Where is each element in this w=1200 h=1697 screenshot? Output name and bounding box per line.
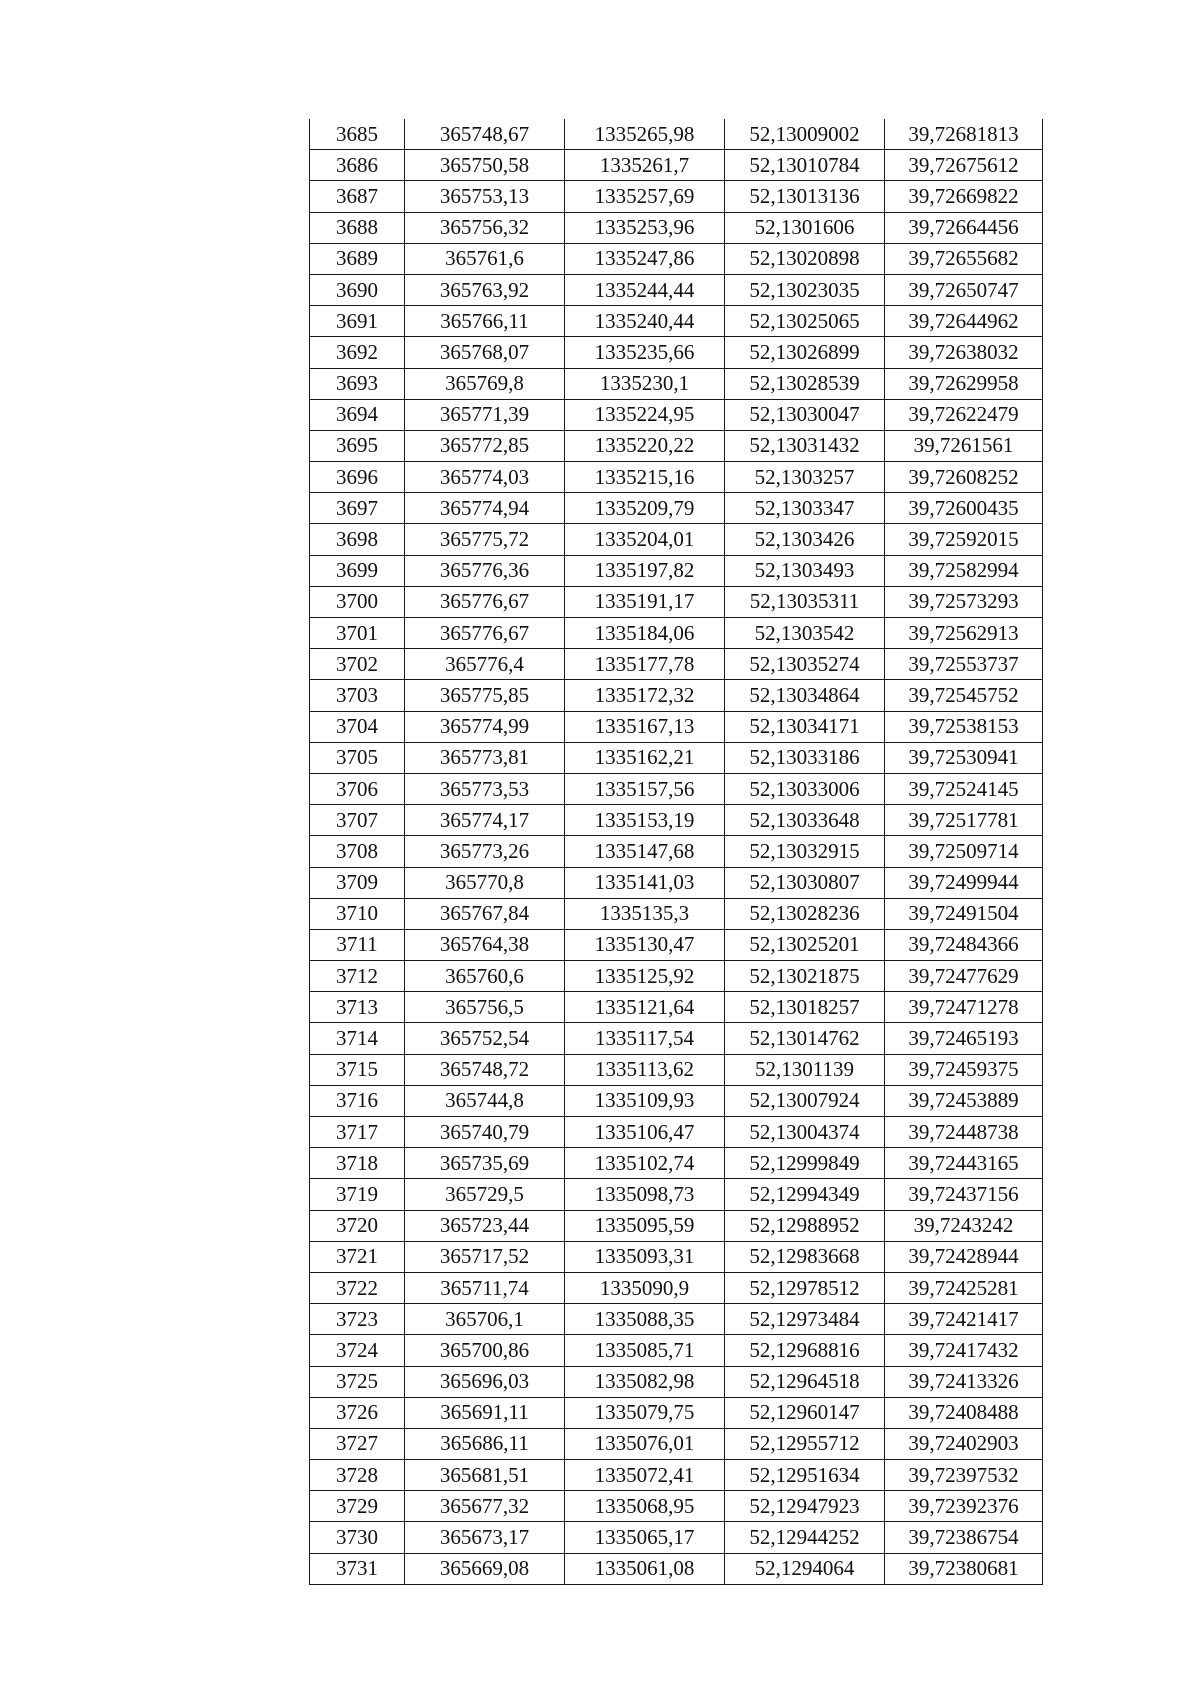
- table-row: [310, 961, 1043, 992]
- latitude-cell: 52,12978512: [725, 1272, 885, 1303]
- latitude-cell: 52,13033006: [725, 773, 885, 804]
- longitude-cell: 39,72524145: [885, 773, 1043, 804]
- y-coordinate-cell: 1335244,44: [565, 274, 725, 305]
- x-coordinate-cell: 365764,38: [405, 929, 565, 960]
- coordinates-table-body: [310, 119, 1043, 1584]
- x-coordinate-cell: 365729,5: [405, 1179, 565, 1210]
- latitude-cell: 52,1303347: [725, 493, 885, 524]
- point-number-cell: 3725: [310, 1366, 405, 1397]
- point-number-cell: 3687: [310, 181, 405, 212]
- latitude-cell: 52,13034864: [725, 680, 885, 711]
- x-coordinate-cell: 365681,51: [405, 1460, 565, 1491]
- point-number-cell: 3702: [310, 649, 405, 680]
- x-coordinate-cell: 365774,03: [405, 462, 565, 493]
- longitude-cell: 39,7261561: [885, 430, 1043, 461]
- x-coordinate-cell: 365770,8: [405, 867, 565, 898]
- table-row: [310, 399, 1043, 430]
- x-coordinate-cell: 365774,17: [405, 805, 565, 836]
- x-coordinate-cell: 365740,79: [405, 1117, 565, 1148]
- table-row: [310, 462, 1043, 493]
- point-number-cell: 3720: [310, 1210, 405, 1241]
- point-number-cell: 3703: [310, 680, 405, 711]
- y-coordinate-cell: 1335224,95: [565, 399, 725, 430]
- longitude-cell: 39,72582994: [885, 555, 1043, 586]
- x-coordinate-cell: 365735,69: [405, 1148, 565, 1179]
- y-coordinate-cell: 1335121,64: [565, 992, 725, 1023]
- longitude-cell: 39,72608252: [885, 462, 1043, 493]
- y-coordinate-cell: 1335257,69: [565, 181, 725, 212]
- y-coordinate-cell: 1335147,68: [565, 836, 725, 867]
- y-coordinate-cell: 1335072,41: [565, 1460, 725, 1491]
- latitude-cell: 52,13013136: [725, 181, 885, 212]
- y-coordinate-cell: 1335204,01: [565, 524, 725, 555]
- latitude-cell: 52,12988952: [725, 1210, 885, 1241]
- longitude-cell: 39,72545752: [885, 680, 1043, 711]
- table-row: [310, 524, 1043, 555]
- point-number-cell: 3697: [310, 493, 405, 524]
- longitude-cell: 39,72669822: [885, 181, 1043, 212]
- latitude-cell: 52,13021875: [725, 961, 885, 992]
- y-coordinate-cell: 1335177,78: [565, 649, 725, 680]
- latitude-cell: 52,12968816: [725, 1335, 885, 1366]
- table-row: [310, 1335, 1043, 1366]
- x-coordinate-cell: 365673,17: [405, 1522, 565, 1553]
- table-row: [310, 1054, 1043, 1085]
- point-number-cell: 3731: [310, 1553, 405, 1584]
- y-coordinate-cell: 1335082,98: [565, 1366, 725, 1397]
- table-row: [310, 586, 1043, 617]
- latitude-cell: 52,12994349: [725, 1179, 885, 1210]
- latitude-cell: 52,12983668: [725, 1241, 885, 1272]
- x-coordinate-cell: 365767,84: [405, 898, 565, 929]
- latitude-cell: 52,13035274: [725, 649, 885, 680]
- latitude-cell: 52,13010784: [725, 150, 885, 181]
- latitude-cell: 52,13026899: [725, 337, 885, 368]
- latitude-cell: 52,13028539: [725, 368, 885, 399]
- y-coordinate-cell: 1335209,79: [565, 493, 725, 524]
- x-coordinate-cell: 365677,32: [405, 1491, 565, 1522]
- point-number-cell: 3715: [310, 1054, 405, 1085]
- longitude-cell: 39,72448738: [885, 1117, 1043, 1148]
- x-coordinate-cell: 365756,32: [405, 212, 565, 243]
- y-coordinate-cell: 1335095,59: [565, 1210, 725, 1241]
- longitude-cell: 39,72675612: [885, 150, 1043, 181]
- y-coordinate-cell: 1335125,92: [565, 961, 725, 992]
- y-coordinate-cell: 1335109,93: [565, 1085, 725, 1116]
- longitude-cell: 39,72553737: [885, 649, 1043, 680]
- point-number-cell: 3698: [310, 524, 405, 555]
- x-coordinate-cell: 365700,86: [405, 1335, 565, 1366]
- table-row: [310, 773, 1043, 804]
- y-coordinate-cell: 1335247,86: [565, 243, 725, 274]
- latitude-cell: 52,13030047: [725, 399, 885, 430]
- latitude-cell: 52,13030807: [725, 867, 885, 898]
- y-coordinate-cell: 1335184,06: [565, 618, 725, 649]
- table-row: [310, 680, 1043, 711]
- longitude-cell: 39,72477629: [885, 961, 1043, 992]
- longitude-cell: 39,72413326: [885, 1366, 1043, 1397]
- longitude-cell: 39,72437156: [885, 1179, 1043, 1210]
- table-row: [310, 805, 1043, 836]
- latitude-cell: 52,12999849: [725, 1148, 885, 1179]
- y-coordinate-cell: 1335102,74: [565, 1148, 725, 1179]
- point-number-cell: 3691: [310, 306, 405, 337]
- x-coordinate-cell: 365768,07: [405, 337, 565, 368]
- longitude-cell: 39,72629958: [885, 368, 1043, 399]
- table-row: [310, 119, 1043, 150]
- latitude-cell: 52,13014762: [725, 1023, 885, 1054]
- point-number-cell: 3714: [310, 1023, 405, 1054]
- y-coordinate-cell: 1335085,71: [565, 1335, 725, 1366]
- longitude-cell: 39,72453889: [885, 1085, 1043, 1116]
- x-coordinate-cell: 365696,03: [405, 1366, 565, 1397]
- latitude-cell: 52,13025201: [725, 929, 885, 960]
- table-row: [310, 1210, 1043, 1241]
- latitude-cell: 52,12951634: [725, 1460, 885, 1491]
- longitude-cell: 39,72443165: [885, 1148, 1043, 1179]
- point-number-cell: 3693: [310, 368, 405, 399]
- latitude-cell: 52,13007924: [725, 1085, 885, 1116]
- point-number-cell: 3717: [310, 1117, 405, 1148]
- latitude-cell: 52,13032915: [725, 836, 885, 867]
- x-coordinate-cell: 365717,52: [405, 1241, 565, 1272]
- table-row: [310, 1023, 1043, 1054]
- longitude-cell: 39,72650747: [885, 274, 1043, 305]
- table-row: [310, 1148, 1043, 1179]
- latitude-cell: 52,1294064: [725, 1553, 885, 1584]
- point-number-cell: 3721: [310, 1241, 405, 1272]
- y-coordinate-cell: 1335113,62: [565, 1054, 725, 1085]
- x-coordinate-cell: 365723,44: [405, 1210, 565, 1241]
- table-row: [310, 1117, 1043, 1148]
- x-coordinate-cell: 365748,72: [405, 1054, 565, 1085]
- longitude-cell: 39,72664456: [885, 212, 1043, 243]
- longitude-cell: 39,72644962: [885, 306, 1043, 337]
- y-coordinate-cell: 1335235,66: [565, 337, 725, 368]
- latitude-cell: 52,12964518: [725, 1366, 885, 1397]
- point-number-cell: 3689: [310, 243, 405, 274]
- latitude-cell: 52,13023035: [725, 274, 885, 305]
- x-coordinate-cell: 365760,6: [405, 961, 565, 992]
- point-number-cell: 3730: [310, 1522, 405, 1553]
- table-row: [310, 1428, 1043, 1459]
- y-coordinate-cell: 1335141,03: [565, 867, 725, 898]
- y-coordinate-cell: 1335093,31: [565, 1241, 725, 1272]
- table-row: [310, 555, 1043, 586]
- point-number-cell: 3695: [310, 430, 405, 461]
- y-coordinate-cell: 1335090,9: [565, 1272, 725, 1303]
- x-coordinate-cell: 365763,92: [405, 274, 565, 305]
- table-row: [310, 1397, 1043, 1428]
- table-row: [310, 711, 1043, 742]
- x-coordinate-cell: 365686,11: [405, 1428, 565, 1459]
- longitude-cell: 39,72592015: [885, 524, 1043, 555]
- longitude-cell: 39,72380681: [885, 1553, 1043, 1584]
- table-row: [310, 243, 1043, 274]
- point-number-cell: 3709: [310, 867, 405, 898]
- table-row: [310, 212, 1043, 243]
- table-row: [310, 306, 1043, 337]
- longitude-cell: 39,72538153: [885, 711, 1043, 742]
- table-row: [310, 181, 1043, 212]
- y-coordinate-cell: 1335098,73: [565, 1179, 725, 1210]
- point-number-cell: 3728: [310, 1460, 405, 1491]
- longitude-cell: 39,72600435: [885, 493, 1043, 524]
- point-number-cell: 3716: [310, 1085, 405, 1116]
- x-coordinate-cell: 365669,08: [405, 1553, 565, 1584]
- x-coordinate-cell: 365769,8: [405, 368, 565, 399]
- longitude-cell: 39,72655682: [885, 243, 1043, 274]
- latitude-cell: 52,1303426: [725, 524, 885, 555]
- longitude-cell: 39,72491504: [885, 898, 1043, 929]
- point-number-cell: 3713: [310, 992, 405, 1023]
- y-coordinate-cell: 1335230,1: [565, 368, 725, 399]
- latitude-cell: 52,13009002: [725, 119, 885, 150]
- point-number-cell: 3722: [310, 1272, 405, 1303]
- point-number-cell: 3708: [310, 836, 405, 867]
- table-row: [310, 867, 1043, 898]
- table-row: [310, 992, 1043, 1023]
- table-row: [310, 368, 1043, 399]
- latitude-cell: 52,1303493: [725, 555, 885, 586]
- x-coordinate-cell: 365706,1: [405, 1304, 565, 1335]
- point-number-cell: 3727: [310, 1428, 405, 1459]
- x-coordinate-cell: 365750,58: [405, 150, 565, 181]
- latitude-cell: 52,13033186: [725, 742, 885, 773]
- point-number-cell: 3711: [310, 929, 405, 960]
- point-number-cell: 3704: [310, 711, 405, 742]
- y-coordinate-cell: 1335215,16: [565, 462, 725, 493]
- x-coordinate-cell: 365775,85: [405, 680, 565, 711]
- longitude-cell: 39,72573293: [885, 586, 1043, 617]
- x-coordinate-cell: 365744,8: [405, 1085, 565, 1116]
- point-number-cell: 3712: [310, 961, 405, 992]
- table-row: [310, 1553, 1043, 1584]
- x-coordinate-cell: 365775,72: [405, 524, 565, 555]
- x-coordinate-cell: 365776,4: [405, 649, 565, 680]
- x-coordinate-cell: 365752,54: [405, 1023, 565, 1054]
- longitude-cell: 39,72408488: [885, 1397, 1043, 1428]
- x-coordinate-cell: 365773,26: [405, 836, 565, 867]
- x-coordinate-cell: 365771,39: [405, 399, 565, 430]
- longitude-cell: 39,72517781: [885, 805, 1043, 836]
- table-row: [310, 1241, 1043, 1272]
- y-coordinate-cell: 1335068,95: [565, 1491, 725, 1522]
- y-coordinate-cell: 1335065,17: [565, 1522, 725, 1553]
- longitude-cell: 39,72562913: [885, 618, 1043, 649]
- y-coordinate-cell: 1335106,47: [565, 1117, 725, 1148]
- table-row: [310, 898, 1043, 929]
- x-coordinate-cell: 365776,36: [405, 555, 565, 586]
- x-coordinate-cell: 365711,74: [405, 1272, 565, 1303]
- point-number-cell: 3706: [310, 773, 405, 804]
- y-coordinate-cell: 1335220,22: [565, 430, 725, 461]
- table-row: [310, 1522, 1043, 1553]
- y-coordinate-cell: 1335162,21: [565, 742, 725, 773]
- point-number-cell: 3685: [310, 119, 405, 150]
- longitude-cell: 39,72459375: [885, 1054, 1043, 1085]
- y-coordinate-cell: 1335079,75: [565, 1397, 725, 1428]
- coordinates-table: [309, 119, 1043, 1585]
- latitude-cell: 52,12973484: [725, 1304, 885, 1335]
- point-number-cell: 3723: [310, 1304, 405, 1335]
- latitude-cell: 52,13018257: [725, 992, 885, 1023]
- table-row: [310, 1272, 1043, 1303]
- x-coordinate-cell: 365761,6: [405, 243, 565, 274]
- latitude-cell: 52,12944252: [725, 1522, 885, 1553]
- table-row: [310, 337, 1043, 368]
- table-row: [310, 430, 1043, 461]
- latitude-cell: 52,13031432: [725, 430, 885, 461]
- y-coordinate-cell: 1335076,01: [565, 1428, 725, 1459]
- y-coordinate-cell: 1335061,08: [565, 1553, 725, 1584]
- longitude-cell: 39,72417432: [885, 1335, 1043, 1366]
- y-coordinate-cell: 1335088,35: [565, 1304, 725, 1335]
- point-number-cell: 3700: [310, 586, 405, 617]
- x-coordinate-cell: 365766,11: [405, 306, 565, 337]
- x-coordinate-cell: 365772,85: [405, 430, 565, 461]
- x-coordinate-cell: 365774,94: [405, 493, 565, 524]
- longitude-cell: 39,72465193: [885, 1023, 1043, 1054]
- latitude-cell: 52,1303542: [725, 618, 885, 649]
- x-coordinate-cell: 365756,5: [405, 992, 565, 1023]
- point-number-cell: 3724: [310, 1335, 405, 1366]
- table-row: [310, 1460, 1043, 1491]
- y-coordinate-cell: 1335197,82: [565, 555, 725, 586]
- y-coordinate-cell: 1335157,56: [565, 773, 725, 804]
- table-row: [310, 1491, 1043, 1522]
- longitude-cell: 39,72638032: [885, 337, 1043, 368]
- point-number-cell: 3688: [310, 212, 405, 243]
- latitude-cell: 52,13028236: [725, 898, 885, 929]
- latitude-cell: 52,13033648: [725, 805, 885, 836]
- point-number-cell: 3710: [310, 898, 405, 929]
- point-number-cell: 3729: [310, 1491, 405, 1522]
- longitude-cell: 39,72425281: [885, 1272, 1043, 1303]
- y-coordinate-cell: 1335191,17: [565, 586, 725, 617]
- table-row: [310, 1366, 1043, 1397]
- longitude-cell: 39,72386754: [885, 1522, 1043, 1553]
- longitude-cell: 39,72392376: [885, 1491, 1043, 1522]
- longitude-cell: 39,72499944: [885, 867, 1043, 898]
- latitude-cell: 52,13025065: [725, 306, 885, 337]
- point-number-cell: 3690: [310, 274, 405, 305]
- table-row: [310, 1304, 1043, 1335]
- point-number-cell: 3694: [310, 399, 405, 430]
- y-coordinate-cell: 1335261,7: [565, 150, 725, 181]
- longitude-cell: 39,72471278: [885, 992, 1043, 1023]
- latitude-cell: 52,1301139: [725, 1054, 885, 1085]
- table-row: [310, 274, 1043, 305]
- longitude-cell: 39,7243242: [885, 1210, 1043, 1241]
- latitude-cell: 52,13034171: [725, 711, 885, 742]
- point-number-cell: 3719: [310, 1179, 405, 1210]
- point-number-cell: 3707: [310, 805, 405, 836]
- x-coordinate-cell: 365691,11: [405, 1397, 565, 1428]
- y-coordinate-cell: 1335135,3: [565, 898, 725, 929]
- table-row: [310, 649, 1043, 680]
- longitude-cell: 39,72509714: [885, 836, 1043, 867]
- table-row: [310, 836, 1043, 867]
- latitude-cell: 52,12955712: [725, 1428, 885, 1459]
- y-coordinate-cell: 1335265,98: [565, 119, 725, 150]
- longitude-cell: 39,72681813: [885, 119, 1043, 150]
- y-coordinate-cell: 1335240,44: [565, 306, 725, 337]
- longitude-cell: 39,72484366: [885, 929, 1043, 960]
- point-number-cell: 3701: [310, 618, 405, 649]
- y-coordinate-cell: 1335153,19: [565, 805, 725, 836]
- longitude-cell: 39,72421417: [885, 1304, 1043, 1335]
- latitude-cell: 52,12947923: [725, 1491, 885, 1522]
- y-coordinate-cell: 1335167,13: [565, 711, 725, 742]
- longitude-cell: 39,72428944: [885, 1241, 1043, 1272]
- y-coordinate-cell: 1335172,32: [565, 680, 725, 711]
- latitude-cell: 52,13020898: [725, 243, 885, 274]
- latitude-cell: 52,12960147: [725, 1397, 885, 1428]
- table-row: [310, 493, 1043, 524]
- x-coordinate-cell: 365776,67: [405, 618, 565, 649]
- table-row: [310, 618, 1043, 649]
- latitude-cell: 52,1301606: [725, 212, 885, 243]
- x-coordinate-cell: 365776,67: [405, 586, 565, 617]
- point-number-cell: 3718: [310, 1148, 405, 1179]
- x-coordinate-cell: 365753,13: [405, 181, 565, 212]
- longitude-cell: 39,72530941: [885, 742, 1043, 773]
- table-row: [310, 1085, 1043, 1116]
- point-number-cell: 3692: [310, 337, 405, 368]
- latitude-cell: 52,1303257: [725, 462, 885, 493]
- y-coordinate-cell: 1335253,96: [565, 212, 725, 243]
- table-row: [310, 742, 1043, 773]
- longitude-cell: 39,72402903: [885, 1428, 1043, 1459]
- longitude-cell: 39,72622479: [885, 399, 1043, 430]
- table-row: [310, 1179, 1043, 1210]
- longitude-cell: 39,72397532: [885, 1460, 1043, 1491]
- x-coordinate-cell: 365748,67: [405, 119, 565, 150]
- y-coordinate-cell: 1335130,47: [565, 929, 725, 960]
- x-coordinate-cell: 365774,99: [405, 711, 565, 742]
- point-number-cell: 3699: [310, 555, 405, 586]
- point-number-cell: 3726: [310, 1397, 405, 1428]
- table-row: [310, 929, 1043, 960]
- point-number-cell: 3696: [310, 462, 405, 493]
- y-coordinate-cell: 1335117,54: [565, 1023, 725, 1054]
- point-number-cell: 3686: [310, 150, 405, 181]
- point-number-cell: 3705: [310, 742, 405, 773]
- latitude-cell: 52,13035311: [725, 586, 885, 617]
- x-coordinate-cell: 365773,81: [405, 742, 565, 773]
- table-row: [310, 150, 1043, 181]
- x-coordinate-cell: 365773,53: [405, 773, 565, 804]
- latitude-cell: 52,13004374: [725, 1117, 885, 1148]
